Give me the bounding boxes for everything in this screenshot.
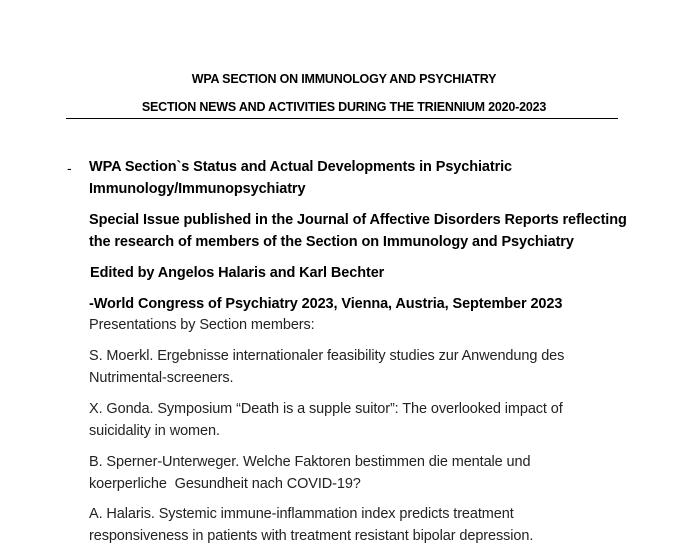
status-heading-line: WPA Section`s Status and Actual Developments in Psychiatric bbox=[89, 159, 513, 175]
special-issue-line: Special Issue published in the Journal of Affective Disorders Reports reflecting bbox=[89, 212, 627, 228]
status-heading-line: Immunology/Immunopsychiatry bbox=[89, 181, 306, 197]
list-bullet: - bbox=[67, 160, 72, 176]
document-subtitle: SECTION NEWS AND ACTIVITIES DURING THE TRIENNIUM 2020-2023 bbox=[141, 100, 547, 114]
presentation-line: suicidality in women. bbox=[89, 423, 220, 439]
presentation-line: X. Gonda. Symposium “Death is a supple suitor”: The overlooked impact of bbox=[89, 401, 563, 417]
special-issue-line: the research of members of the Section on Immunology and Psychiatry bbox=[89, 234, 574, 250]
header-divider bbox=[66, 118, 618, 119]
presentation-item bbox=[89, 345, 629, 389]
presentation-line: B. Sperner-Unterweger. Welche Faktoren bestimmen die mentale und bbox=[89, 454, 531, 470]
presentation-item bbox=[89, 503, 629, 547]
status-heading bbox=[89, 156, 629, 200]
presentation-line: S. Moerkl. Ergebnisse internationaler feasibility studies zur Anwendung des bbox=[89, 348, 565, 364]
special-issue-paragraph bbox=[89, 209, 629, 253]
presentation-line: responsiveness in patients with treatment resistant bipolar depression. bbox=[89, 528, 534, 544]
congress-heading: -World Congress of Psychiatry 2023, Vienna, Austria, September 2023 bbox=[89, 296, 563, 312]
presentation-item bbox=[89, 398, 629, 442]
presentation-line: koerperliche Gesundheit nach COVID-19? bbox=[89, 476, 361, 492]
presentation-line: Nutrimental-screeners. bbox=[89, 370, 234, 386]
document-title: WPA SECTION ON IMMUNOLOGY AND PSYCHIATRY bbox=[191, 72, 497, 86]
presentation-item bbox=[89, 451, 629, 495]
presentation-line: A. Halaris. Systemic immune-inflammation index predicts treatment bbox=[89, 506, 514, 522]
edited-by-line: Edited by Angelos Halaris and Karl Bechter bbox=[90, 265, 385, 281]
presentations-intro: Presentations by Section members: bbox=[89, 317, 315, 333]
